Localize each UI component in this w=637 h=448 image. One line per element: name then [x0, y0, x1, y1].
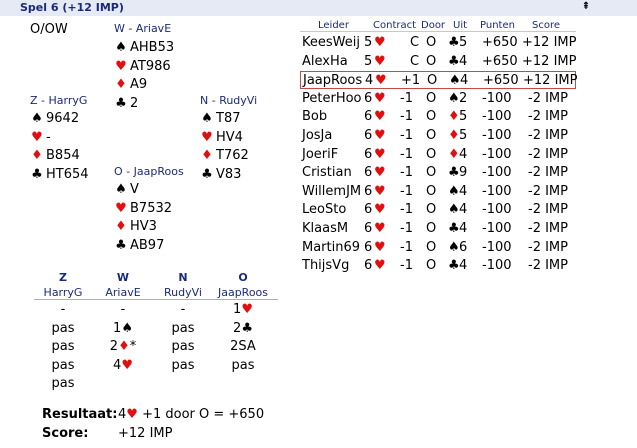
bidding-player-name: JaapRoos [217, 286, 269, 299]
declarer-seat: O [426, 239, 437, 255]
bid-text: pas [51, 357, 75, 373]
points-value: -100 [482, 202, 512, 218]
lead-card: 4 [459, 258, 468, 274]
spade-icon: ♠ [448, 90, 460, 106]
spade-icon: ♠ [448, 239, 460, 255]
result-level: 4 [118, 407, 127, 422]
contract-level: 6 [364, 239, 373, 255]
diamond-icon: ♦ [448, 128, 460, 143]
contract-level: 6 [364, 128, 373, 143]
bid-text: 2 [109, 339, 119, 354]
east-diamonds-cards: HV3 [130, 219, 157, 234]
contract-result: -1 [400, 90, 413, 106]
result-row[interactable] [300, 257, 576, 275]
leader-name: JaapRoos [303, 73, 363, 89]
result-value [118, 407, 264, 422]
col-header-contract: Contract [373, 20, 417, 31]
declarer-seat: O [426, 183, 437, 199]
bid-cell [153, 339, 213, 354]
bid-cell [93, 302, 153, 317]
declarer-seat: O [426, 165, 437, 181]
south-diamonds-cards: B854 [46, 148, 80, 163]
contract-result: -1 [400, 202, 413, 218]
leader-name: LeoSto [302, 202, 347, 218]
bid-text: pas [51, 339, 75, 354]
points-value: +650 [483, 73, 519, 89]
imp-score: -2 IMP [528, 146, 568, 162]
north-diamonds-row [200, 148, 249, 163]
heart-icon: ♥ [374, 183, 386, 199]
east-hearts-row [114, 201, 172, 216]
bid-cell [213, 358, 273, 373]
heart-icon: ♥ [374, 128, 386, 143]
imp-score: +12 IMP [522, 53, 577, 69]
south-player-name: Z - HarryG [30, 94, 88, 107]
heart-icon: ♥ [201, 129, 213, 145]
bid-text: 2 [233, 320, 242, 336]
result-row[interactable] [300, 108, 576, 126]
declarer-seat: O [426, 128, 437, 143]
club-icon: ♣ [448, 258, 460, 274]
bidding-player-name: AriavE [105, 286, 141, 299]
contract-level: 6 [364, 146, 373, 162]
declarer-seat: O [426, 221, 437, 236]
west-diamonds-cards: A9 [130, 77, 148, 92]
south-clubs-row [30, 167, 89, 182]
declarer-seat: O [426, 90, 437, 106]
result-row[interactable] [300, 220, 576, 238]
contract-result: C [410, 35, 420, 50]
diamond-icon: ♦ [201, 148, 213, 163]
east-clubs-row [114, 238, 164, 253]
north-spades-cards: T87 [216, 111, 241, 126]
heart-icon: ♥ [374, 53, 386, 69]
result-suit-icon: ♥ [126, 407, 138, 422]
spade-icon: ♠ [31, 111, 43, 126]
bid-text: 1 [113, 320, 122, 336]
bidding-divider [34, 299, 278, 300]
bid-text: - [120, 302, 126, 317]
result-row[interactable] [300, 90, 576, 108]
leader-name: Martin69 [302, 239, 361, 255]
result-rest: +1 door O = +650 [137, 407, 265, 422]
points-value: -100 [482, 109, 512, 125]
bid-cell [213, 321, 273, 336]
lead-card: 4 [459, 183, 468, 199]
bid-cell [213, 339, 273, 354]
contract-result: -1 [400, 128, 413, 143]
col-header-door: Door [421, 20, 446, 31]
contract-level: 6 [364, 202, 373, 218]
bid-text: 2SA [230, 339, 256, 354]
imp-score: -2 IMP [528, 258, 568, 274]
bid-cell [153, 358, 213, 373]
declarer-seat: O [426, 146, 437, 162]
declarer-seat: O [426, 35, 437, 50]
contract-result: +1 [401, 73, 421, 89]
south-diamonds-row [30, 148, 80, 163]
result-row[interactable] [300, 146, 576, 164]
club-icon: ♣ [201, 166, 213, 182]
points-value: -100 [482, 258, 512, 274]
heart-icon: ♥ [121, 357, 133, 373]
board-title-bar [0, 0, 637, 16]
leader-name: Bob [302, 109, 328, 125]
north-diamonds-cards: T762 [216, 148, 249, 163]
west-clubs-row [114, 96, 138, 111]
bidding-player-name: HarryG [43, 286, 83, 299]
club-icon: ♣ [115, 237, 127, 253]
imp-score: -2 IMP [528, 221, 568, 236]
lead-card: 4 [460, 73, 469, 89]
points-value: -100 [482, 165, 512, 181]
leader-name: AlexHa [302, 53, 348, 69]
west-diamonds-row [114, 77, 147, 92]
bid-text: - [180, 302, 186, 317]
contract-result: -1 [400, 165, 413, 181]
points-value: -100 [482, 239, 512, 255]
contract-level: 6 [364, 90, 373, 106]
contract-result: -1 [400, 146, 413, 162]
bid-cell [33, 376, 93, 391]
spade-icon: ♠ [448, 202, 460, 218]
spade-icon: ♠ [449, 73, 461, 89]
points-value: -100 [482, 90, 512, 106]
bid-text: pas [171, 320, 195, 336]
bidding-header-w: W [116, 271, 130, 284]
east-player-name: O - JaapRoos [114, 165, 184, 178]
heart-icon: ♥ [374, 239, 386, 255]
east-spades-cards: V [130, 182, 139, 197]
lead-card: 6 [459, 239, 468, 255]
heart-icon: ♥ [375, 73, 387, 89]
imp-score: -2 IMP [528, 239, 568, 255]
lead-card: 5 [459, 109, 468, 125]
contract-level: 4 [365, 73, 374, 89]
south-spades-row [30, 111, 79, 126]
alert-mark: * [129, 339, 137, 354]
east-diamonds-row [114, 219, 157, 234]
diamond-icon: ♦ [448, 146, 460, 162]
score-label: Score: [42, 426, 89, 441]
contract-result: -1 [400, 221, 413, 236]
bid-cell [33, 302, 93, 317]
declarer-seat: O [426, 109, 437, 125]
lead-card: 5 [459, 35, 468, 50]
imp-score: -2 IMP [528, 90, 568, 106]
result-row[interactable] [300, 53, 576, 71]
col-header-score: Score [532, 20, 561, 31]
contract-result: -1 [400, 239, 413, 255]
contract-level: 6 [364, 258, 373, 274]
col-header-leader: Leider [318, 20, 349, 31]
club-icon: ♣ [31, 166, 43, 182]
club-icon: ♣ [448, 221, 460, 236]
club-icon: ♣ [448, 35, 460, 50]
east-clubs-cards: AB97 [130, 237, 165, 253]
bid-text: pas [51, 320, 75, 336]
spade-icon: ♠ [121, 320, 133, 336]
bid-text: pas [231, 357, 255, 373]
heart-icon: ♥ [374, 258, 386, 274]
west-spades-cards: AHB53 [130, 40, 175, 55]
bid-cell [93, 321, 153, 336]
east-spades-row [114, 182, 139, 197]
bid-text: pas [171, 357, 195, 373]
result-row[interactable] [300, 71, 576, 89]
bid-text: 4 [113, 357, 122, 373]
club-icon: ♣ [448, 165, 460, 181]
north-hearts-row [200, 130, 243, 145]
south-spades-cards: 9642 [46, 111, 80, 126]
contract-level: 5 [364, 35, 373, 50]
lead-card: 5 [459, 128, 468, 143]
lead-card: 4 [459, 53, 468, 69]
contract-result: -1 [400, 109, 413, 125]
leader-name: KeesWeij [302, 35, 360, 50]
points-value: +650 [482, 35, 518, 50]
leader-name: JosJa [302, 128, 333, 143]
results-header-divider [300, 31, 576, 32]
heart-icon: ♥ [31, 129, 43, 145]
result-row[interactable] [300, 183, 576, 201]
bid-cell [33, 358, 93, 373]
col-header-uit: Uit [453, 20, 468, 31]
north-hearts-cards: HV4 [216, 129, 243, 145]
west-hearts-cards: AT986 [130, 58, 171, 74]
result-row[interactable] [300, 34, 576, 52]
heart-icon: ♥ [374, 35, 386, 50]
result-row[interactable] [300, 239, 576, 257]
north-player-name: N - RudyVi [200, 94, 258, 107]
result-row[interactable] [300, 127, 576, 145]
bid-cell [153, 302, 213, 317]
bid-cell [33, 339, 93, 354]
lead-card: 2 [459, 90, 468, 106]
spade-icon: ♠ [448, 183, 460, 199]
collapse-icon[interactable]: ⇞ [581, 1, 591, 12]
diamond-icon: ♦ [31, 148, 43, 163]
points-value: +650 [482, 53, 518, 69]
west-hearts-row [114, 59, 171, 74]
spade-icon: ♠ [115, 182, 127, 197]
contract-result: -1 [400, 258, 413, 274]
heart-icon: ♥ [374, 146, 386, 162]
club-icon: ♣ [115, 95, 127, 111]
north-spades-row [200, 111, 240, 126]
south-hearts-row [30, 130, 51, 145]
bidding-header-n: N [178, 271, 188, 284]
bid-text: pas [51, 376, 75, 391]
bidding-header-o: O [238, 271, 248, 284]
leader-name: ThijsVg [302, 258, 350, 274]
heart-icon: ♥ [241, 302, 253, 317]
imp-score: -2 IMP [528, 202, 568, 218]
south-clubs-cards: HT654 [46, 166, 89, 182]
lead-card: 4 [459, 221, 468, 236]
bid-cell [153, 321, 213, 336]
lead-card: 4 [459, 202, 468, 218]
contract-level: 6 [364, 165, 373, 181]
bid-text: pas [171, 339, 195, 354]
result-row[interactable] [300, 164, 576, 182]
heart-icon: ♥ [374, 202, 386, 218]
lead-card: 4 [459, 146, 468, 162]
imp-score: -2 IMP [528, 165, 568, 181]
diamond-icon: ♦ [118, 339, 130, 354]
west-player-name: W - AriavE [114, 22, 172, 35]
points-value: -100 [482, 183, 512, 199]
result-row[interactable] [300, 201, 576, 219]
declarer-seat: O [427, 73, 438, 89]
heart-icon: ♥ [115, 58, 127, 74]
bid-cell [213, 302, 273, 317]
spade-icon: ♠ [201, 111, 213, 126]
contract-level: 5 [364, 53, 373, 69]
leader-name: KlaasM [302, 221, 349, 236]
imp-score: +12 IMP [522, 35, 577, 50]
bid-text: - [60, 302, 66, 317]
bid-text: 1 [233, 302, 242, 317]
declarer-seat: O [426, 53, 437, 69]
bid-cell [33, 321, 93, 336]
points-value: -100 [482, 146, 512, 162]
col-header-punten: Punten [480, 20, 515, 31]
bidding-header-z: Z [59, 271, 67, 284]
bid-cell [93, 358, 153, 373]
imp-score: -2 IMP [528, 128, 568, 143]
bid-cell [93, 339, 153, 354]
north-clubs-cards: V83 [216, 166, 242, 182]
imp-score: -2 IMP [528, 183, 568, 199]
leader-name: JoeriF [302, 146, 339, 162]
club-icon: ♣ [241, 320, 253, 336]
contract-result: C [410, 53, 420, 69]
declarer-seat: O [426, 258, 437, 274]
score-value: +12 IMP [118, 426, 173, 441]
diamond-icon: ♦ [115, 77, 127, 92]
heart-icon: ♥ [374, 90, 386, 106]
north-clubs-row [200, 167, 241, 182]
result-label: Resultaat: [42, 407, 118, 422]
board-title: Spel 6 (+12 IMP) [20, 1, 124, 14]
diamond-icon: ♦ [115, 219, 127, 234]
heart-icon: ♥ [374, 109, 386, 125]
points-value: -100 [482, 128, 512, 143]
lead-card: 9 [459, 165, 468, 181]
leader-name: Cristian [302, 165, 352, 181]
points-value: -100 [482, 221, 512, 236]
spade-icon: ♠ [115, 40, 127, 55]
dealer-vulnerability: O/OW [30, 22, 68, 37]
heart-icon: ♥ [374, 165, 386, 181]
contract-result: -1 [400, 183, 413, 199]
club-icon: ♣ [448, 53, 460, 69]
contract-level: 6 [364, 221, 373, 236]
south-hearts-cards: - [46, 129, 51, 145]
declarer-seat: O [426, 202, 437, 218]
imp-score: +12 IMP [523, 73, 578, 89]
leader-name: PeterHoo [302, 90, 362, 106]
west-clubs-cards: 2 [130, 95, 139, 111]
heart-icon: ♥ [374, 221, 386, 236]
contract-level: 6 [364, 183, 373, 199]
imp-score: -2 IMP [528, 109, 568, 125]
west-spades-row [114, 40, 174, 55]
leader-name: WillemJM [302, 183, 362, 199]
east-hearts-cards: B7532 [130, 200, 173, 216]
diamond-icon: ♦ [448, 109, 460, 125]
bidding-player-name: RudyVi [164, 286, 202, 299]
contract-level: 6 [364, 109, 373, 125]
heart-icon: ♥ [115, 200, 127, 216]
